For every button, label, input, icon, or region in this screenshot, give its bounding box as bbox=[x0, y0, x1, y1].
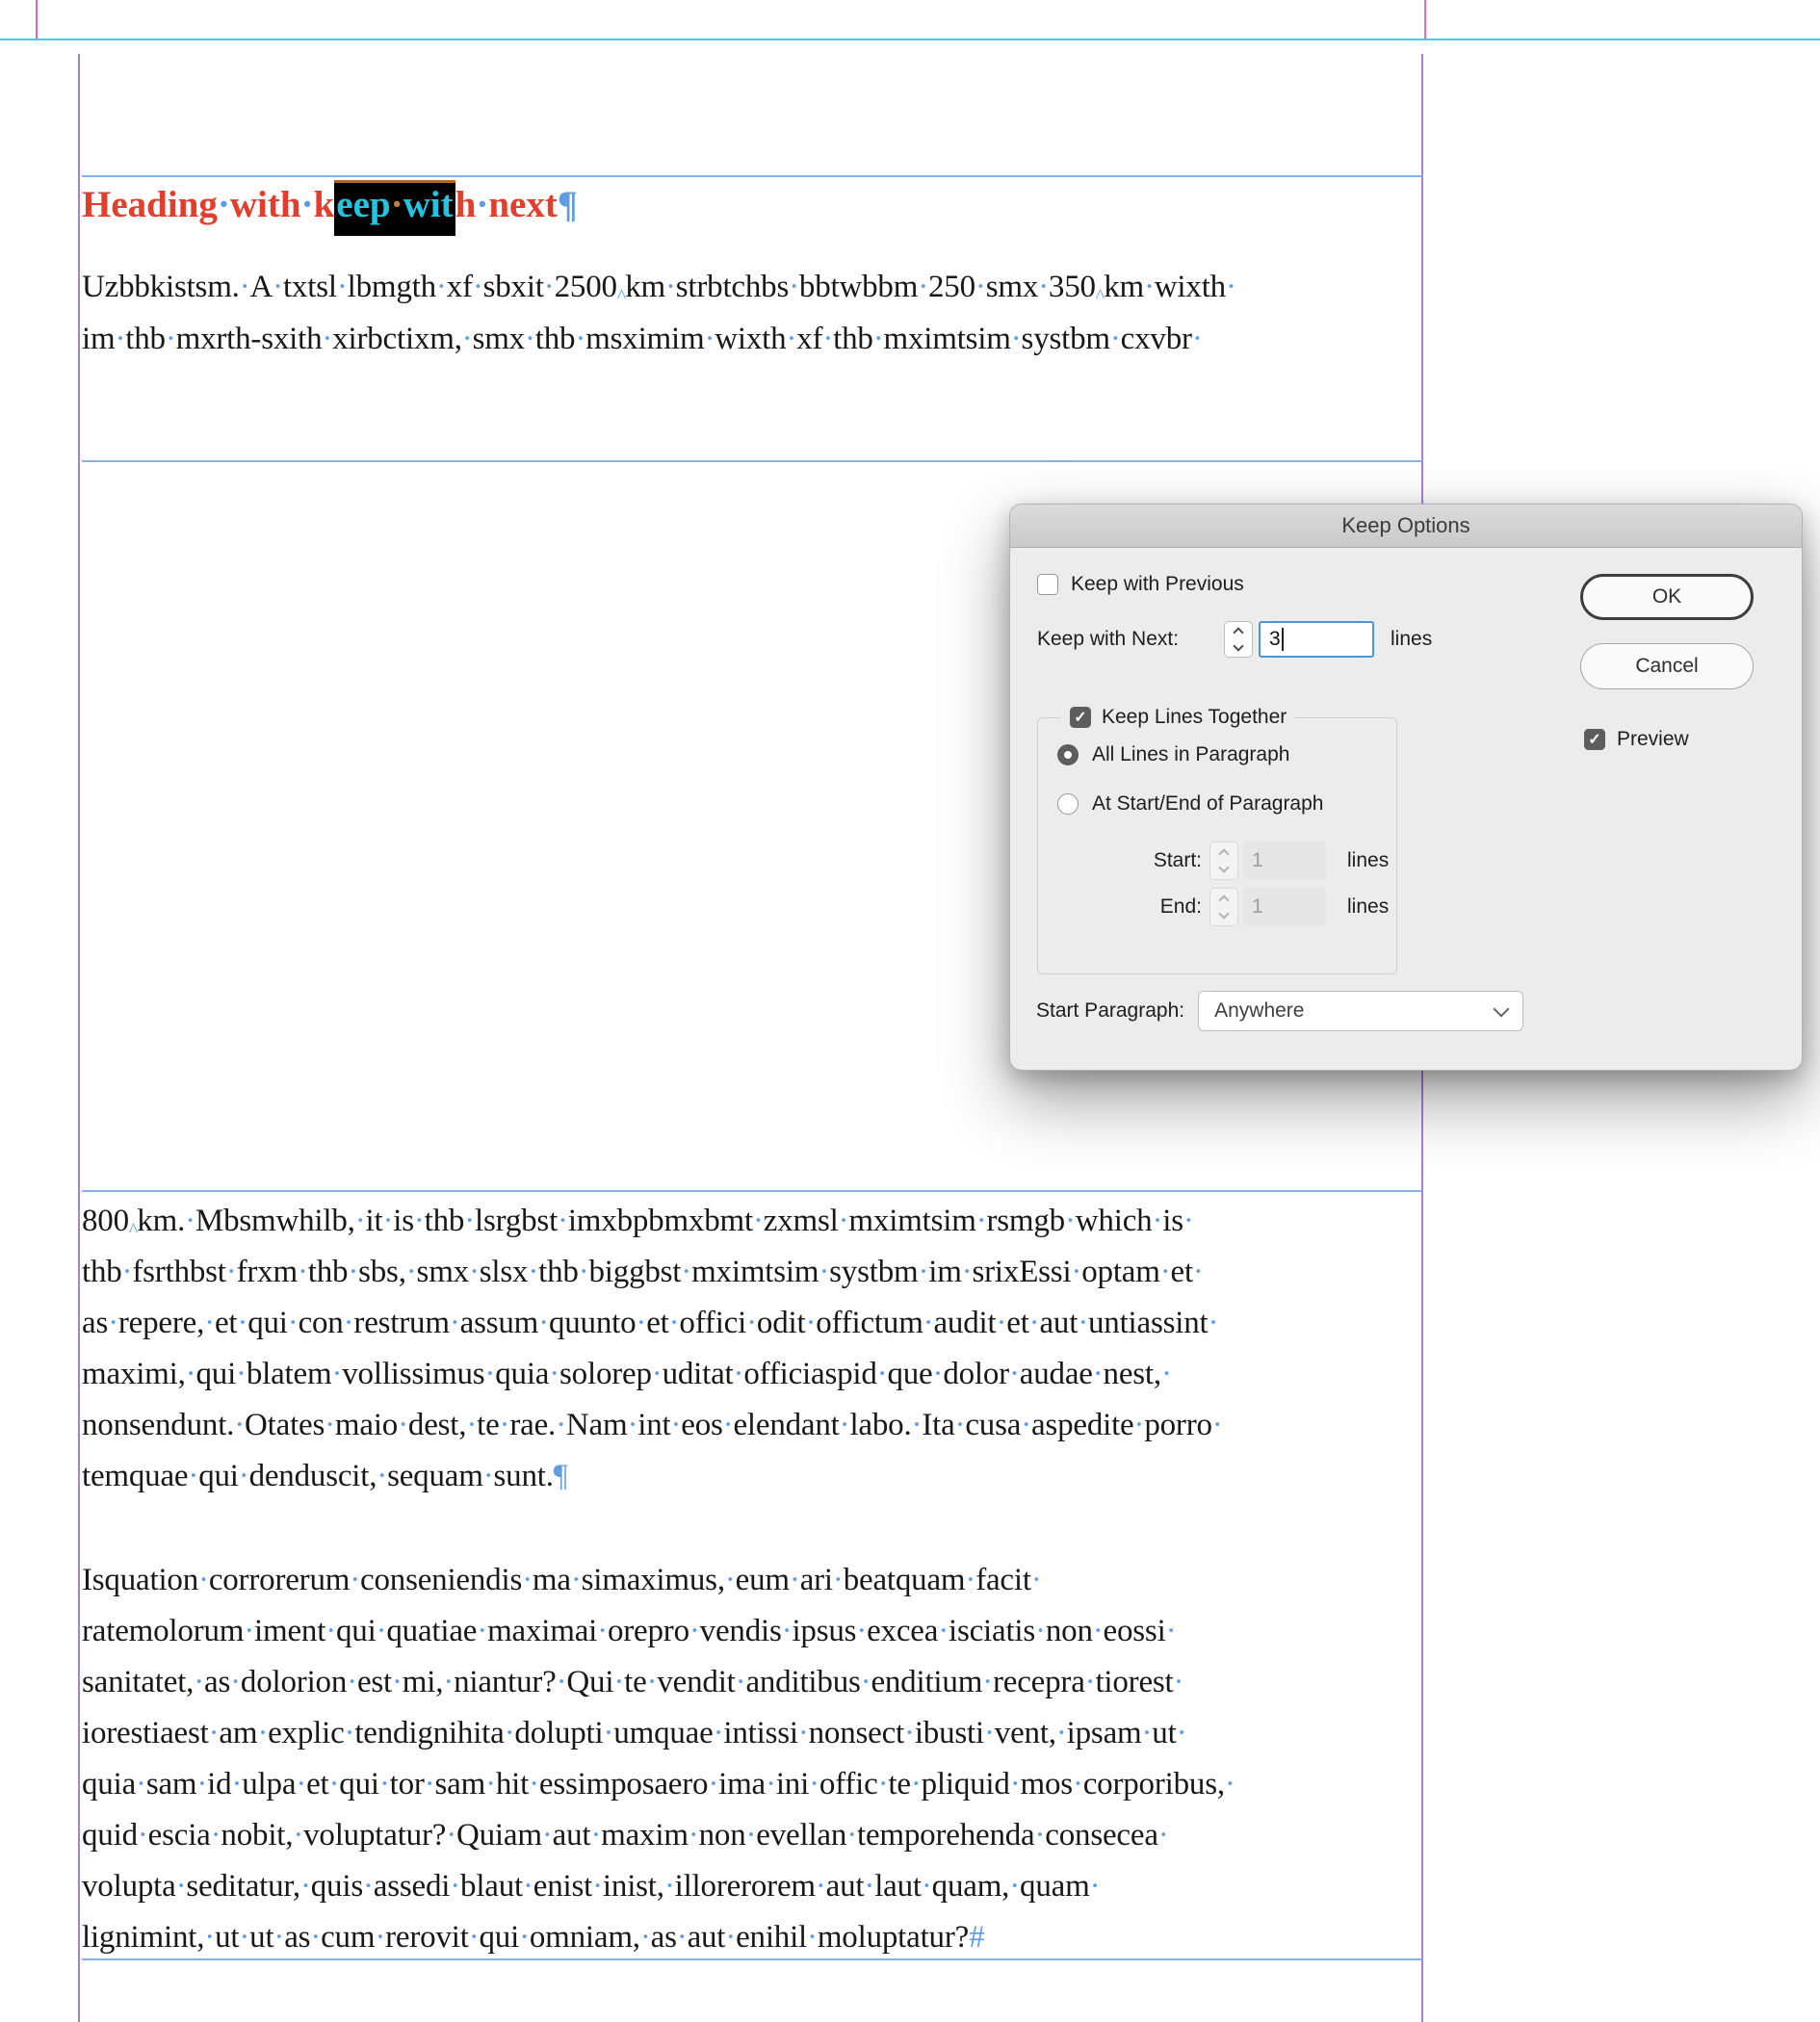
ok-button[interactable] bbox=[1580, 574, 1754, 620]
space-dot-marker: · bbox=[809, 1767, 819, 1802]
space-dot-marker: · bbox=[663, 1869, 675, 1904]
start-end-radio-label: At Start/End of Paragraph bbox=[1092, 792, 1324, 815]
text-frame-1[interactable] bbox=[82, 175, 1422, 462]
space-dot-marker: · bbox=[194, 1665, 205, 1699]
text-line: Uzbbkistsm.·A·txtsl·lbmgth·xf·sbxit·2500^km·strbtchbs·bbtwbbm·250·smx·350^km·wixth· bbox=[82, 270, 1236, 307]
heading-line bbox=[82, 180, 1422, 236]
end-value: 1 bbox=[1252, 895, 1263, 918]
space-dot-marker: · bbox=[519, 1920, 530, 1955]
space-dot-marker: · bbox=[376, 1614, 387, 1648]
space-dot-marker: · bbox=[1133, 1408, 1145, 1442]
bleed-guide-right bbox=[1424, 0, 1426, 39]
space-dot-marker: · bbox=[464, 1204, 476, 1238]
text-line: im·thb·mxrth-sxith·xirbctixm,·smx·thb·msximim·wixth·xf·thb·mximtsim·systbm·cxvbr· bbox=[82, 322, 1203, 356]
space-dot-marker: · bbox=[646, 1665, 658, 1699]
space-dot-marker: · bbox=[472, 270, 483, 304]
space-dot-marker: · bbox=[766, 1767, 776, 1802]
space-dot-marker: · bbox=[443, 1665, 455, 1699]
text-cursor bbox=[1282, 628, 1284, 651]
space-dot-marker: · bbox=[664, 270, 676, 304]
heading-text bbox=[558, 184, 578, 225]
space-dot-marker: · bbox=[932, 1357, 944, 1391]
space-dot-marker: · bbox=[296, 1767, 307, 1802]
space-dot-marker: · bbox=[1071, 1255, 1082, 1289]
space-dot-marker: · bbox=[108, 1306, 118, 1340]
stepper-up-icon bbox=[1218, 894, 1229, 905]
space-dot-marker: · bbox=[735, 1665, 746, 1699]
end-of-story-marker: # bbox=[969, 1920, 985, 1955]
space-dot-marker: · bbox=[293, 1818, 304, 1853]
space-dot-marker: · bbox=[982, 1665, 993, 1699]
space-dot-marker: · bbox=[839, 1408, 850, 1442]
space-dot-marker: · bbox=[704, 322, 715, 356]
space-dot-marker: · bbox=[325, 1614, 336, 1648]
space-dot-marker: · bbox=[745, 1818, 757, 1853]
space-dot-marker: · bbox=[864, 1869, 875, 1904]
check-icon: ✓ bbox=[1074, 710, 1087, 726]
stepper-down-icon bbox=[1218, 862, 1229, 872]
text-line: thb·fsrthbst·frxm·thb·sbs,·smx·slsx·thb·biggbst·mximtsim·systbm·im·srixEssi·optam·et· bbox=[82, 1255, 1204, 1289]
space-dot-marker: · bbox=[961, 1255, 973, 1289]
space-dot-marker: · bbox=[196, 1767, 208, 1802]
preview-checkbox[interactable] bbox=[1584, 729, 1605, 750]
space-dot-marker: · bbox=[523, 1869, 533, 1904]
end-lines-row bbox=[1057, 888, 1389, 926]
space-dot-marker: · bbox=[597, 1614, 608, 1648]
space-dot-marker: · bbox=[237, 1306, 248, 1340]
space-dot-marker: · bbox=[910, 1767, 922, 1802]
space-dot-marker: · bbox=[838, 1204, 849, 1238]
cancel-button[interactable] bbox=[1580, 643, 1754, 689]
space-dot-marker: · bbox=[558, 1204, 568, 1238]
space-dot-marker: · bbox=[1141, 1716, 1153, 1750]
space-dot-marker: · bbox=[273, 270, 283, 304]
space-dot-marker: · bbox=[336, 270, 348, 304]
start-label: Start: bbox=[1153, 849, 1202, 871]
space-dot-marker: · bbox=[350, 1563, 361, 1597]
start-stepper bbox=[1209, 842, 1238, 880]
keep-lines-together-group bbox=[1037, 706, 1397, 974]
preview-row bbox=[1584, 728, 1689, 751]
start-end-radio-row bbox=[1057, 792, 1323, 816]
space-dot-marker: · bbox=[543, 270, 555, 304]
space-dot-marker: · bbox=[860, 1665, 871, 1699]
selected-text: eep·wit bbox=[334, 180, 455, 236]
preview-label: Preview bbox=[1617, 728, 1689, 750]
space-dot-marker: · bbox=[954, 1408, 966, 1442]
space-dot-marker: · bbox=[538, 1306, 549, 1340]
space-dot-marker: · bbox=[499, 1408, 510, 1442]
space-dot-marker: · bbox=[578, 1255, 589, 1289]
bleed-guide-left bbox=[36, 0, 38, 39]
space-dot-marker: · bbox=[529, 1767, 539, 1802]
space-dot-marker: · bbox=[1225, 270, 1236, 304]
space-dot-marker: · bbox=[231, 1767, 243, 1802]
space-dot-marker: · bbox=[877, 1767, 889, 1802]
chevron-down-icon bbox=[1494, 1000, 1510, 1017]
text-line: quia·sam·id·ulpa·et·qui·tor·sam·hit·essimposaero·ima·ini·offic·te·pliquid·mos·corporibus,· bbox=[82, 1767, 1235, 1802]
text-line: maximi,·qui·blatem·vollissimus·quia·solorep·uditat·officiaspid·que·dolor·audae·nest,· bbox=[82, 1357, 1172, 1391]
space-dot-marker: · bbox=[185, 1357, 196, 1391]
text-frame-2[interactable] bbox=[82, 1190, 1422, 1960]
end-unit: lines bbox=[1347, 895, 1390, 918]
space-dot-marker: · bbox=[1160, 1357, 1172, 1391]
space-dot-marker: · bbox=[556, 1408, 566, 1442]
space-dot-marker: · bbox=[575, 322, 586, 356]
space-dot-marker: · bbox=[639, 1920, 651, 1955]
keep-with-previous-checkbox[interactable] bbox=[1037, 574, 1058, 595]
space-dot-marker: · bbox=[528, 1255, 539, 1289]
space-dot-marker: · bbox=[797, 1716, 809, 1750]
space-dot-marker: · bbox=[446, 1818, 456, 1853]
space-dot-marker: · bbox=[484, 1357, 496, 1391]
space-dot-marker: · bbox=[1089, 1869, 1101, 1904]
space-dot-marker: · bbox=[477, 1614, 488, 1648]
space-dot-marker: · bbox=[789, 270, 799, 304]
space-dot-marker: · bbox=[733, 1357, 744, 1391]
start-end-radio[interactable] bbox=[1057, 793, 1079, 815]
stepper-up-icon bbox=[1233, 627, 1243, 637]
space-dot-marker: · bbox=[819, 1255, 830, 1289]
start-paragraph-select[interactable] bbox=[1198, 991, 1523, 1031]
radio-dot-icon bbox=[1064, 751, 1072, 759]
space-dot-marker: · bbox=[287, 1306, 299, 1340]
space-dot-marker: · bbox=[377, 1459, 388, 1493]
space-dot-marker: · bbox=[300, 184, 314, 225]
space-dot-marker: · bbox=[482, 1459, 494, 1493]
space-dot-marker: · bbox=[1038, 270, 1049, 304]
space-dot-marker: · bbox=[590, 1818, 602, 1853]
heading-text: Heading·with·k bbox=[82, 184, 335, 225]
space-dot-marker: · bbox=[299, 1869, 311, 1904]
space-dot-marker: · bbox=[1191, 322, 1203, 356]
space-dot-marker: · bbox=[476, 184, 489, 225]
keep-lines-together-checkbox[interactable] bbox=[1070, 707, 1091, 728]
space-dot-marker: · bbox=[1092, 1614, 1104, 1648]
space-dot-marker: · bbox=[911, 1408, 923, 1442]
paragraph-body bbox=[82, 1196, 1422, 1502]
space-dot-marker: · bbox=[781, 1614, 793, 1648]
space-dot-marker: · bbox=[570, 1563, 582, 1597]
space-dot-marker: · bbox=[923, 1306, 934, 1340]
space-dot-marker: · bbox=[832, 1563, 844, 1597]
keep-with-next-row bbox=[1037, 619, 1432, 660]
start-paragraph-value: Anywhere bbox=[1214, 999, 1305, 1022]
space-dot-marker: · bbox=[1144, 270, 1155, 304]
space-dot-marker: · bbox=[1092, 1357, 1104, 1391]
space-dot-marker: · bbox=[310, 1920, 322, 1955]
space-dot-marker: · bbox=[390, 184, 403, 225]
space-dot-marker: · bbox=[965, 1563, 976, 1597]
space-dot-marker: · bbox=[115, 322, 126, 356]
space-dot-marker: · bbox=[722, 1408, 734, 1442]
keep-with-next-unit: lines bbox=[1391, 628, 1433, 650]
space-dot-marker: · bbox=[668, 1306, 680, 1340]
space-dot-marker: · bbox=[378, 1767, 390, 1802]
start-paragraph-label: Start Paragraph: bbox=[1036, 999, 1185, 1022]
start-lines-row bbox=[1057, 842, 1389, 880]
space-dot-marker: · bbox=[846, 1818, 857, 1853]
keep-with-next-input[interactable] bbox=[1259, 621, 1374, 658]
end-input bbox=[1243, 888, 1326, 926]
space-dot-marker: · bbox=[347, 1665, 357, 1699]
all-lines-radio-row bbox=[1057, 743, 1289, 766]
space-dot-marker: · bbox=[236, 1357, 247, 1391]
space-dot-marker: · bbox=[239, 1920, 250, 1955]
nonbreaking-space-marker: ^ bbox=[1095, 286, 1105, 307]
space-dot-marker: · bbox=[230, 1665, 241, 1699]
dialog-title: Keep Options bbox=[1341, 513, 1470, 537]
nonbreaking-space-marker: ^ bbox=[616, 286, 626, 307]
space-dot-marker: · bbox=[405, 1255, 417, 1289]
space-dot-marker: · bbox=[1211, 1408, 1223, 1442]
space-dot-marker: · bbox=[1176, 1716, 1187, 1750]
paragraph-closing bbox=[82, 1555, 1422, 1963]
space-dot-marker: · bbox=[807, 1920, 818, 1955]
space-dot-marker: · bbox=[328, 1767, 340, 1802]
all-lines-radio-label: All Lines in Paragraph bbox=[1092, 743, 1290, 765]
space-dot-marker: · bbox=[398, 1408, 408, 1442]
space-dot-marker: · bbox=[468, 1920, 480, 1955]
space-dot-marker: · bbox=[541, 1818, 553, 1853]
space-dot-marker: · bbox=[904, 1716, 915, 1750]
space-dot-marker: · bbox=[413, 1204, 425, 1238]
space-dot-marker: · bbox=[468, 1255, 480, 1289]
space-dot-marker: · bbox=[244, 1614, 255, 1648]
check-icon: ✓ bbox=[1588, 732, 1601, 748]
space-dot-marker: · bbox=[876, 1357, 888, 1391]
text-line: temquae·qui·denduscit,·sequam·sunt.¶ bbox=[82, 1459, 568, 1493]
space-dot-marker: · bbox=[1165, 1614, 1177, 1648]
text-line: volupta·seditatur,·quis·assedi·blaut·enist·inist,·illorerorem·aut·laut·quam,·quam· bbox=[82, 1869, 1101, 1904]
space-dot-marker: · bbox=[921, 1869, 932, 1904]
space-dot-marker: · bbox=[392, 1665, 403, 1699]
stepper-down-icon bbox=[1233, 640, 1243, 651]
space-dot-marker: · bbox=[325, 1408, 335, 1442]
space-dot-marker: · bbox=[461, 322, 473, 356]
space-dot-marker: · bbox=[239, 270, 250, 304]
space-dot-marker: · bbox=[815, 1869, 826, 1904]
space-dot-marker: · bbox=[1030, 1563, 1042, 1597]
space-dot-marker: · bbox=[789, 1563, 800, 1597]
space-dot-marker: · bbox=[1173, 1665, 1184, 1699]
space-dot-marker: · bbox=[348, 1255, 359, 1289]
stepper-down-icon bbox=[1218, 908, 1229, 919]
space-dot-marker: · bbox=[1157, 1818, 1169, 1853]
space-dot-marker: · bbox=[1072, 1767, 1083, 1802]
end-stepper bbox=[1209, 888, 1238, 926]
space-dot-marker: · bbox=[681, 1255, 692, 1289]
space-dot-marker: · bbox=[1021, 1408, 1031, 1442]
space-dot-marker: · bbox=[188, 1459, 199, 1493]
space-dot-marker: · bbox=[524, 322, 535, 356]
space-dot-marker: · bbox=[424, 1767, 435, 1802]
space-dot-marker: · bbox=[466, 1408, 478, 1442]
space-dot-marker: · bbox=[1109, 322, 1121, 356]
space-dot-marker: · bbox=[1224, 1767, 1235, 1802]
space-dot-marker: · bbox=[121, 1255, 133, 1289]
space-dot-marker: · bbox=[627, 1408, 638, 1442]
space-dot-marker: · bbox=[1008, 1357, 1020, 1391]
pilcrow-marker: ¶ bbox=[553, 1459, 568, 1493]
space-dot-marker: · bbox=[210, 1818, 221, 1853]
text-line: nonsendunt.·Otates·maio·dest,·te·rae.·Nam·int·eos·elendant·labo.·Ita·cusa·aspedite·porro· bbox=[82, 1408, 1223, 1442]
keep-with-next-label: Keep with Next: bbox=[1037, 628, 1180, 650]
space-dot-marker: · bbox=[204, 1920, 216, 1955]
text-line: sanitatet,·as·dolorion·est·mi,·niantur?·Qui·te·vendit·anditibus·enditium·recepra·tiorest· bbox=[82, 1665, 1184, 1699]
keep-with-previous-label: Keep with Previous bbox=[1071, 573, 1244, 595]
space-dot-marker: · bbox=[1192, 1255, 1204, 1289]
space-dot-marker: · bbox=[670, 1408, 682, 1442]
space-dot-marker: · bbox=[746, 1306, 757, 1340]
text-line: as·repere,·et·qui·con·restrum·assum·quunto·et·offici·odit·offictum·audit·et·aut·untiassint· bbox=[82, 1306, 1219, 1340]
space-dot-marker: · bbox=[217, 184, 230, 225]
space-dot-marker: · bbox=[225, 1255, 237, 1289]
text-line: iorestiaest·am·explic·tendignihita·dolupti·umquae·intissi·nonsect·ibusti·vent,·ipsam·ut· bbox=[82, 1716, 1187, 1750]
text-line: 800^km.·Mbsmwhilb,·it·is·thb·lsrgbst·imxbpbmxbmt·zxmsl·mximtsim·rsmgb·which·is· bbox=[82, 1204, 1194, 1241]
space-dot-marker: · bbox=[137, 1818, 148, 1853]
start-paragraph-row bbox=[1036, 991, 1523, 1031]
horizontal-ruler-guide-cyan bbox=[0, 39, 1820, 40]
ok-button-label: OK bbox=[1651, 585, 1682, 608]
space-dot-marker: · bbox=[689, 1614, 700, 1648]
space-dot-marker: · bbox=[724, 1563, 736, 1597]
space-dot-marker: · bbox=[918, 1255, 929, 1289]
space-dot-marker: · bbox=[938, 1614, 949, 1648]
space-dot-marker: · bbox=[975, 1204, 987, 1238]
space-dot-marker: · bbox=[592, 1869, 603, 1904]
space-dot-marker: · bbox=[708, 1767, 719, 1802]
space-dot-marker: · bbox=[725, 1920, 737, 1955]
space-dot-marker: · bbox=[676, 1920, 688, 1955]
space-dot-marker: · bbox=[549, 1357, 560, 1391]
space-dot-marker: · bbox=[238, 1459, 249, 1493]
text-line: ratemolorum·iment·qui·quatiae·maximai·orepro·vendis·ipsus·excea·isciatis·non·eossi· bbox=[82, 1614, 1177, 1648]
end-label: End: bbox=[1159, 895, 1202, 918]
space-dot-marker: · bbox=[688, 1818, 699, 1853]
space-dot-marker: · bbox=[175, 1869, 187, 1904]
space-dot-marker: · bbox=[713, 1716, 724, 1750]
keep-options-dialog bbox=[1009, 504, 1803, 1071]
space-dot-marker: · bbox=[651, 1357, 663, 1391]
space-dot-marker: · bbox=[208, 1716, 220, 1750]
pilcrow-marker: ¶ bbox=[557, 184, 578, 225]
stepper-up-icon bbox=[1218, 848, 1229, 859]
keep-with-previous-row bbox=[1037, 573, 1244, 596]
keep-with-next-stepper[interactable] bbox=[1224, 621, 1253, 658]
space-dot-marker: · bbox=[1009, 1869, 1021, 1904]
space-dot-marker: · bbox=[1010, 322, 1022, 356]
space-dot-marker: · bbox=[344, 1716, 355, 1750]
space-dot-marker: · bbox=[449, 1306, 460, 1340]
space-dot-marker: · bbox=[1065, 1204, 1076, 1238]
space-dot-marker: · bbox=[996, 1306, 1007, 1340]
keep-lines-together-row bbox=[1061, 706, 1295, 729]
text-line: quid·escia·nobit,·voluptatur?·Quiam·aut·maxim·non·evellan·temporehenda·consecea· bbox=[82, 1818, 1169, 1853]
start-value: 1 bbox=[1252, 849, 1263, 871]
heading-text: h·next bbox=[455, 184, 558, 225]
space-dot-marker: · bbox=[185, 1204, 195, 1238]
space-dot-marker: · bbox=[362, 1869, 374, 1904]
space-dot-marker: · bbox=[822, 322, 834, 356]
space-dot-marker: · bbox=[1084, 1665, 1096, 1699]
space-dot-marker: · bbox=[856, 1614, 868, 1648]
space-dot-marker: · bbox=[1055, 1716, 1067, 1750]
space-dot-marker: · bbox=[983, 1716, 995, 1750]
space-dot-marker: · bbox=[556, 1665, 567, 1699]
space-dot-marker: · bbox=[918, 270, 928, 304]
start-unit: lines bbox=[1347, 849, 1390, 871]
space-dot-marker: · bbox=[331, 1357, 343, 1391]
space-dot-marker: · bbox=[435, 270, 447, 304]
space-dot-marker: · bbox=[322, 322, 333, 356]
all-lines-radio[interactable] bbox=[1057, 744, 1079, 765]
space-dot-marker: · bbox=[613, 1665, 625, 1699]
space-dot-marker: · bbox=[753, 1204, 764, 1238]
space-dot-marker: · bbox=[805, 1306, 817, 1340]
space-dot-marker: · bbox=[1034, 1818, 1046, 1853]
space-dot-marker: · bbox=[375, 1920, 386, 1955]
space-dot-marker: · bbox=[165, 322, 176, 356]
space-dot-marker: · bbox=[636, 1306, 647, 1340]
space-dot-marker: · bbox=[382, 1204, 394, 1238]
margin-guide-left bbox=[78, 54, 80, 2022]
text-line: lignimint,·ut·ut·as·cum·rerovit·qui·omniam,·as·aut·enihil·moluptatur?# bbox=[82, 1920, 985, 1955]
text-line: Isquation·corrorerum·conseniendis·ma·simaximus,·eum·ari·beatquam·facit· bbox=[82, 1563, 1042, 1597]
space-dot-marker: · bbox=[1183, 1204, 1194, 1238]
start-input bbox=[1243, 842, 1326, 880]
paragraph-intro bbox=[82, 261, 1422, 365]
space-dot-marker: · bbox=[504, 1716, 515, 1750]
space-dot-marker: · bbox=[297, 1255, 308, 1289]
dialog-title-bar[interactable] bbox=[1010, 505, 1802, 548]
space-dot-marker: · bbox=[485, 1767, 496, 1802]
space-dot-marker: · bbox=[1009, 1767, 1021, 1802]
cancel-button-label: Cancel bbox=[1635, 655, 1699, 677]
keep-with-next-value: 3 bbox=[1269, 628, 1281, 650]
space-dot-marker: · bbox=[1159, 1255, 1171, 1289]
space-dot-marker: · bbox=[273, 1920, 285, 1955]
space-dot-marker: · bbox=[1035, 1614, 1046, 1648]
space-dot-marker: · bbox=[975, 270, 986, 304]
space-dot-marker: · bbox=[1078, 1306, 1088, 1340]
space-dot-marker: · bbox=[198, 1563, 209, 1597]
space-dot-marker: · bbox=[786, 322, 797, 356]
keep-lines-together-label: Keep Lines Together bbox=[1102, 706, 1287, 728]
space-dot-marker: · bbox=[603, 1716, 614, 1750]
space-dot-marker: · bbox=[450, 1869, 461, 1904]
space-dot-marker: · bbox=[234, 1408, 246, 1442]
space-dot-marker: · bbox=[522, 1563, 533, 1597]
space-dot-marker: · bbox=[257, 1716, 269, 1750]
space-dot-marker: · bbox=[1152, 1204, 1163, 1238]
space-dot-marker: · bbox=[204, 1306, 215, 1340]
space-dot-marker: · bbox=[1208, 1306, 1219, 1340]
space-dot-marker: · bbox=[354, 1204, 366, 1238]
space-dot-marker: · bbox=[872, 322, 884, 356]
nonbreaking-space-marker: ^ bbox=[128, 1220, 138, 1241]
space-dot-marker: · bbox=[343, 1306, 354, 1340]
space-dot-marker: · bbox=[136, 1767, 146, 1802]
space-dot-marker: · bbox=[1028, 1306, 1040, 1340]
